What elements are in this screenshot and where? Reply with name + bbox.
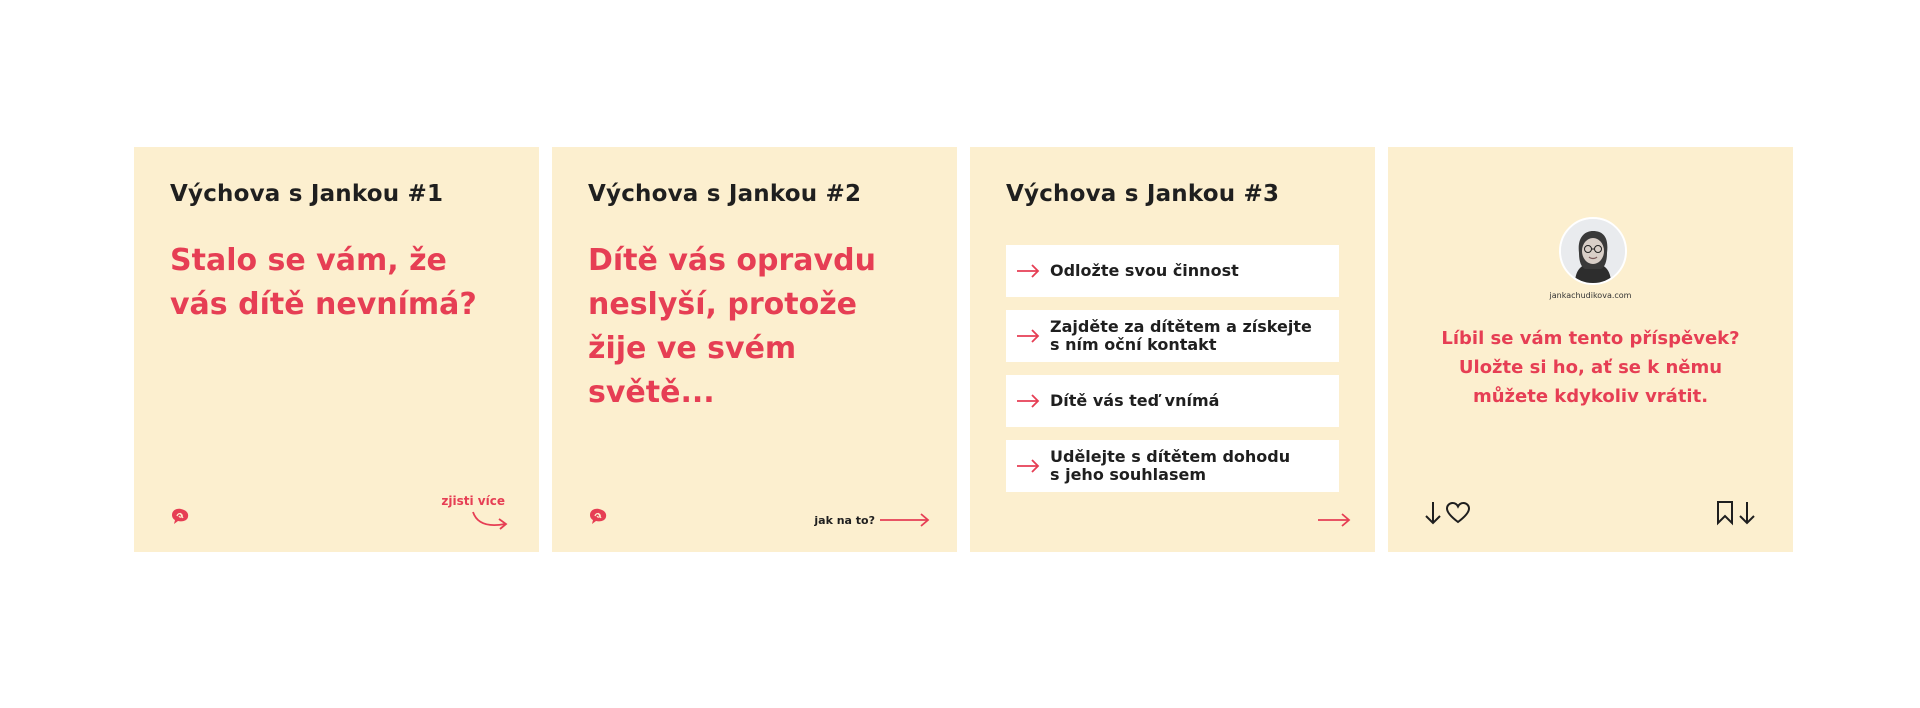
speech-bubble-logo-icon	[587, 506, 609, 528]
step-item	[1006, 440, 1339, 492]
speech-bubble-logo-icon	[169, 506, 191, 528]
heart-icon[interactable]	[1445, 501, 1471, 529]
step-item	[1006, 245, 1339, 297]
carousel-card-2	[552, 147, 957, 552]
step-label: Dítě vás teď vnímá	[1050, 391, 1220, 410]
card-title: Výchova s Jankou #3	[1006, 181, 1280, 207]
step-label: Zajděte za dítětem a získejte s ním oční kontakt	[1050, 317, 1312, 354]
icon-group-left	[1423, 500, 1471, 530]
avatar	[1559, 217, 1627, 285]
how-to-label: jak na to?	[814, 513, 875, 527]
card-title: Výchova s Jankou #2	[588, 181, 862, 207]
save-message: Líbil se vám tento příspěvek? Uložte si ho, ať se k němu můžete kdykoliv vrátit.	[1441, 328, 1740, 407]
icon-group-right	[1715, 500, 1757, 530]
arrow-right-icon	[1006, 459, 1050, 473]
step-label: Udělejte s dítětem dohodu s jeho souhlasem	[1050, 447, 1291, 484]
bookmark-icon[interactable]	[1715, 500, 1735, 530]
curved-arrow-icon	[471, 508, 511, 532]
how-to-link[interactable]	[814, 510, 931, 530]
steps-list	[1006, 245, 1339, 505]
learn-more-link[interactable]	[443, 494, 513, 534]
card-headline: Dítě vás opravdu neslyší, protože žije ve svém světě...	[588, 243, 876, 410]
arrow-right-icon	[1006, 394, 1050, 408]
learn-more-label: zjisti více	[441, 494, 505, 508]
step-label: Odložte svou činnost	[1050, 261, 1239, 280]
arrow-right-icon	[1006, 329, 1050, 343]
arrow-right-icon	[1006, 264, 1050, 278]
step-item	[1006, 310, 1339, 362]
arrow-down-icon	[1423, 500, 1443, 530]
carousel-card-4	[1388, 147, 1793, 552]
arrow-right-icon	[879, 512, 931, 528]
carousel-card-1	[134, 147, 539, 552]
next-arrow-icon[interactable]	[1317, 512, 1351, 532]
card-headline: Stalo se vám, že vás dítě nevnímá?	[170, 243, 477, 322]
step-item	[1006, 375, 1339, 427]
carousel-card-3	[970, 147, 1375, 552]
card-title: Výchova s Jankou #1	[170, 181, 444, 207]
website-url: jankachudikova.com	[1549, 291, 1632, 300]
arrow-down-icon	[1737, 500, 1757, 530]
